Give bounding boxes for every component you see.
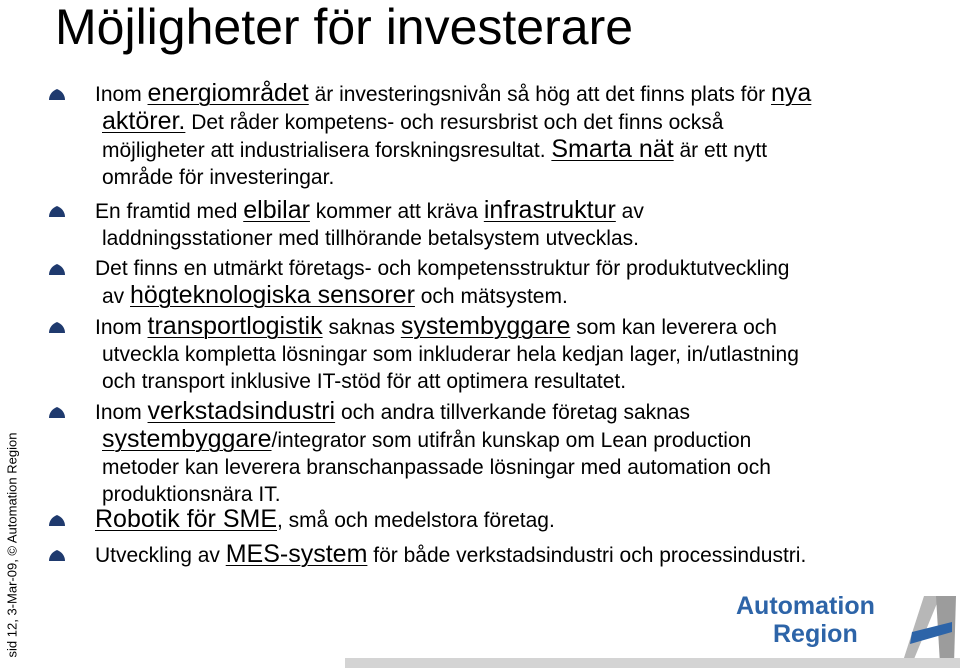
text-segment: Inom — [95, 83, 148, 106]
text-segment: Det finns en utmärkt företags- och kompetensstruktur för produktutveckling — [95, 257, 790, 280]
paragraph-line — [95, 282, 790, 310]
text-segment: och andra tillverkande företag saknas — [335, 401, 690, 424]
text-segment: av — [615, 200, 644, 223]
bullet-marker-icon — [48, 263, 66, 276]
highlighted-term: systembyggare — [400, 312, 571, 340]
text-segment: En framtid med — [95, 200, 244, 223]
bullet-paragraph — [95, 506, 555, 534]
bullet-marker-icon — [48, 321, 66, 334]
highlighted-term: aktörer. — [102, 107, 186, 135]
bullet-paragraph — [95, 80, 811, 191]
text-segment: Inom — [95, 316, 148, 339]
text-segment: område för investeringar. — [102, 166, 335, 189]
highlighted-term: högteknologiska sensorer — [130, 281, 415, 309]
highlighted-term: transportlogistik — [147, 312, 323, 340]
bullet-paragraph — [95, 197, 644, 252]
bullet-paragraph — [95, 541, 806, 569]
bullet-paragraph — [95, 255, 790, 310]
highlighted-term: Smarta nät — [551, 135, 674, 163]
paragraph-line — [95, 426, 771, 454]
logo-a-mark-icon — [902, 592, 958, 664]
text-segment: /integrator som utifrån kunskap om Lean production — [271, 429, 752, 452]
text-segment: utveckla kompletta lösningar som inkluderar hela kedjan lager, in/utlastning — [102, 343, 799, 366]
paragraph-line — [95, 368, 799, 395]
automation-region-logo — [736, 592, 958, 668]
bullet-marker-icon — [48, 549, 66, 562]
highlighted-term: nya — [771, 79, 812, 107]
paragraph-line — [95, 136, 811, 164]
side-footer — [0, 0, 24, 668]
bullet-marker-icon — [48, 88, 66, 101]
bullet-marker-icon — [48, 406, 66, 419]
text-segment: Det råder kompetens- och resursbrist och det finns också — [185, 111, 724, 134]
text-segment: , små och medelstora företag. — [277, 509, 555, 532]
bullet-marker-icon — [48, 205, 66, 218]
paragraph-line — [95, 313, 799, 341]
bullet-paragraph — [95, 398, 771, 508]
paragraph-line — [95, 341, 799, 368]
text-segment: kommer att kräva — [309, 200, 484, 223]
logo-line-1: Automation — [736, 592, 875, 620]
highlighted-term: systembyggare — [102, 425, 272, 453]
highlighted-term: Robotik för SME — [95, 505, 278, 533]
paragraph-line — [95, 454, 771, 481]
text-segment: Utveckling av — [95, 544, 226, 567]
bullet-marker-icon — [48, 514, 66, 527]
text-segment: laddningsstationer med tillhörande betalsystem utvecklas. — [102, 227, 639, 250]
logo-line-2: Region — [773, 620, 858, 648]
logo-wordmark — [736, 592, 875, 648]
highlighted-term: MES-system — [225, 540, 368, 568]
text-segment: och transport inklusive IT-stöd för att optimera resultatet. — [102, 370, 627, 393]
paragraph-line — [95, 80, 811, 108]
bottom-bar — [345, 658, 960, 668]
text-segment: och mätsystem. — [414, 285, 568, 308]
paragraph-line — [95, 164, 811, 191]
paragraph-line — [95, 108, 811, 136]
text-segment: av — [102, 285, 131, 308]
paragraph-line — [95, 398, 771, 426]
paragraph-line — [95, 506, 555, 534]
highlighted-term: verkstadsindustri — [147, 397, 336, 425]
text-segment: saknas — [322, 316, 401, 339]
bullet-paragraph — [95, 313, 799, 395]
text-segment: är ett nytt — [673, 139, 768, 162]
side-footer-label: sid 12, 3-Mar-09, © Automation Region — [4, 432, 20, 658]
paragraph-line — [95, 481, 771, 508]
slide-title: Möjligheter för investerare — [55, 0, 634, 55]
text-segment: metoder kan leverera branschanpassade lösningar med automation och — [102, 456, 771, 479]
paragraph-line — [95, 541, 806, 569]
text-segment: för både verkstadsindustri och processindustri. — [367, 544, 807, 567]
text-segment: produktionsnära IT. — [102, 483, 281, 506]
text-segment: möjligheter att industrialisera forskningsresultat. — [102, 139, 552, 162]
text-segment: är investeringsnivån så hög att det finns plats för — [308, 83, 772, 106]
highlighted-term: elbilar — [243, 196, 310, 224]
paragraph-line — [95, 255, 790, 282]
text-segment: Inom — [95, 401, 148, 424]
text-segment: som kan leverera och — [570, 316, 777, 339]
paragraph-line — [95, 197, 644, 225]
highlighted-term: infrastruktur — [483, 196, 616, 224]
paragraph-line — [95, 225, 644, 252]
highlighted-term: energiområdet — [147, 79, 309, 107]
